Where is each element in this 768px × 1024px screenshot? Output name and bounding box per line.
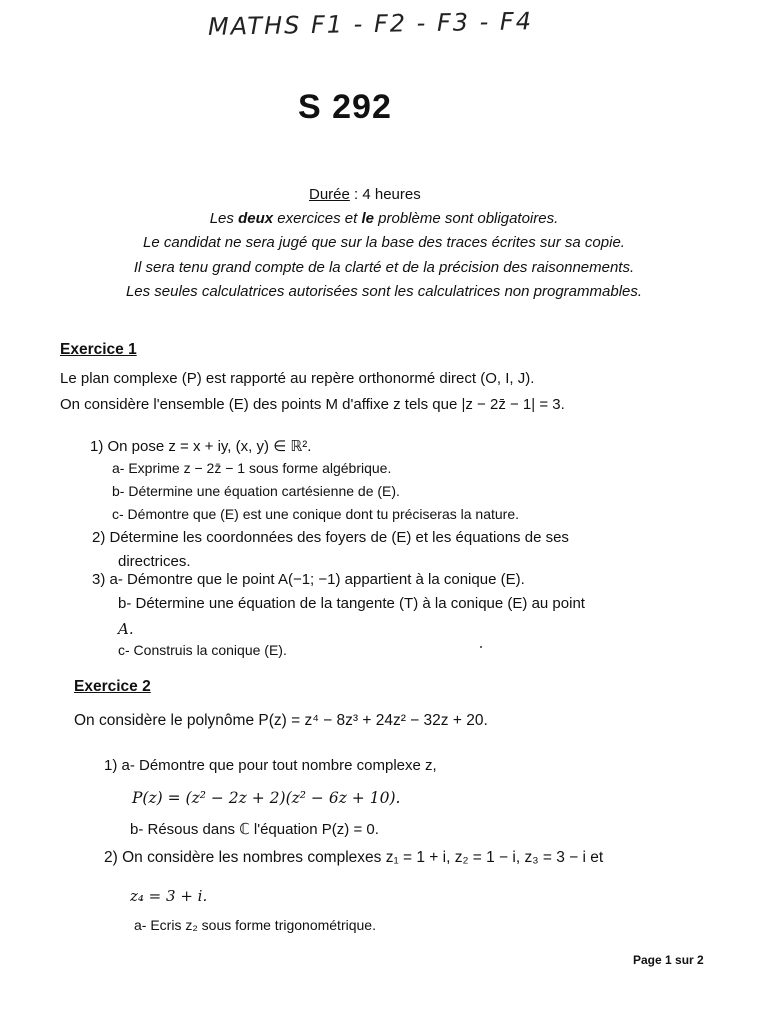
rule-1: Les deux exercices et le problème sont obligatoires. bbox=[209, 210, 559, 227]
page-number: Page 1 sur 2 bbox=[633, 953, 704, 967]
ex1-q1b: b- Détermine une équation cartésienne de (E). bbox=[112, 483, 400, 499]
ex1-q3b-line1: b- Détermine une équation de la tangente (T) à la conique (E) au point bbox=[118, 595, 585, 612]
ex2-q1a: 1) a- Démontre que pour tout nombre complexe z, bbox=[104, 757, 437, 774]
exercise-1-title: Exercice 1 bbox=[60, 341, 137, 358]
scan-speck bbox=[480, 646, 482, 648]
ex2-q2-line2: z₄ = 3 + i. bbox=[130, 887, 208, 905]
ex2-q1a-equation: P(z) = (z² − 2z + 2)(z² − 6z + 10). bbox=[132, 789, 401, 807]
exam-code: S 292 bbox=[298, 88, 392, 126]
ex1-q3c: c- Construis la conique (E). bbox=[118, 642, 287, 658]
duration-line bbox=[309, 186, 421, 203]
duration-label: Durée bbox=[309, 186, 350, 203]
ex2-statement: On considère le polynôme P(z) = z⁴ − 8z³ + 24z² − 32z + 20. bbox=[74, 712, 488, 729]
ex2-q1b: b- Résous dans ℂ l'équation P(z) = 0. bbox=[130, 821, 379, 838]
ex1-q1: 1) On pose z = x + iy, (x, y) ∈ ℝ². bbox=[90, 438, 312, 455]
ex2-q2-line1: 2) On considère les nombres complexes z₁ = 1 + i, z₂ = 1 − i, z₃ = 3 − i et bbox=[104, 849, 604, 866]
ex1-q1a: a- Exprime z − 2z̄ − 1 sous forme algébrique. bbox=[112, 460, 392, 476]
rule-4: Les seules calculatrices autorisées sont les calculatrices non programmables. bbox=[125, 283, 643, 300]
rule-2: Le candidat ne sera jugé que sur la base des traces écrites sur sa copie. bbox=[143, 234, 625, 251]
ex1-q3a: 3) a- Démontre que le point A(−1; −1) appartient à la conique (E). bbox=[92, 571, 525, 588]
ex1-statement-1: Le plan complexe (P) est rapporté au repère orthonormé direct (O, I, J). bbox=[60, 370, 535, 387]
ex1-q3b-line2: A. bbox=[118, 620, 134, 638]
ex1-q2-line2: directrices. bbox=[118, 553, 191, 570]
rule-3: Il sera tenu grand compte de la clarté et de la précision des raisonnements. bbox=[133, 259, 635, 276]
ex2-q2a: a- Ecris z₂ sous forme trigonométrique. bbox=[134, 917, 376, 933]
ex1-q1c: c- Démontre que (E) est une conique dont tu préciseras la nature. bbox=[112, 506, 519, 522]
exercise-2-title: Exercice 2 bbox=[74, 678, 151, 695]
ex1-q2-line1: 2) Détermine les coordonnées des foyers de (E) et les équations de ses bbox=[92, 529, 569, 546]
handwritten-header: MATHS F1 - F2 - F3 - F4 bbox=[207, 7, 534, 41]
duration-value: : 4 heures bbox=[349, 186, 421, 203]
ex1-statement-2: On considère l'ensemble (E) des points M d'affixe z tels que |z − 2z̄ − 1| = 3. bbox=[60, 396, 565, 413]
